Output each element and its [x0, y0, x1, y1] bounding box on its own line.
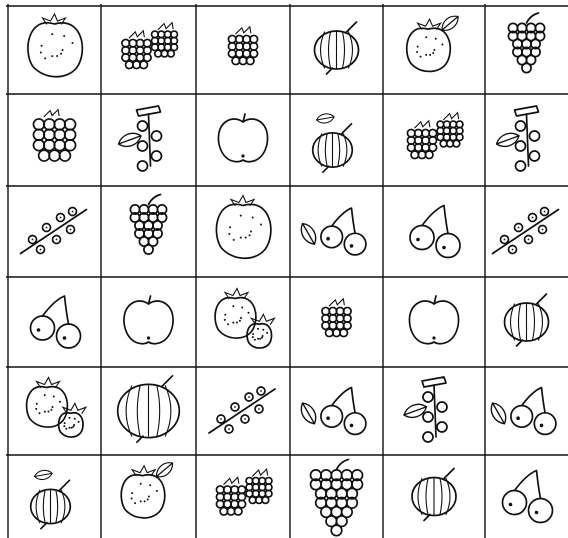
- apple-icon: [124, 296, 173, 344]
- currant-sprig-icon: [209, 387, 275, 433]
- apple-icon: [409, 296, 458, 344]
- strawberry-icon: [216, 196, 270, 259]
- strawberry-pair-icon: [215, 289, 274, 349]
- cherry-with-leaf-icon: [297, 208, 366, 255]
- strawberry-with-leaves-icon: [407, 12, 462, 71]
- currant-branch-icon: [494, 106, 539, 171]
- strawberry-with-leaves-icon: [121, 459, 176, 518]
- cherry-pair-icon: [410, 206, 460, 258]
- grape-bunch-icon: [130, 195, 166, 255]
- raspberry-pair-icon: [122, 23, 178, 69]
- currant-branch-icon: [116, 106, 161, 171]
- currant-branch-icon: [402, 377, 447, 442]
- raspberry-icon: [322, 299, 351, 337]
- grid-lines: [6, 4, 568, 538]
- apple-icon: [218, 114, 267, 162]
- cherry-pair-icon: [503, 471, 553, 523]
- gooseberry-pair-icon: [313, 112, 353, 172]
- cherry-with-leaf-icon: [487, 388, 556, 435]
- grape-bunch-icon: [508, 13, 544, 73]
- cherry-with-leaf-icon: [297, 388, 366, 435]
- grape-bunch-large-icon: [311, 459, 363, 535]
- cherry-pair-icon: [31, 296, 81, 348]
- gooseberry-icon: [315, 22, 359, 74]
- strawberry-icon: [28, 14, 82, 77]
- raspberry-pair-icon: [216, 469, 272, 515]
- gooseberry-icon: [505, 294, 549, 346]
- raspberry-large-icon: [33, 110, 75, 161]
- currant-sprig-icon: [21, 208, 87, 254]
- currant-sprig-icon: [493, 208, 559, 254]
- gooseberry-icon: [412, 469, 456, 521]
- raspberry-icon: [228, 27, 257, 65]
- gooseberry-large-icon: [118, 376, 180, 442]
- strawberry-pair-icon: [27, 378, 86, 438]
- gooseberry-pair-icon: [31, 469, 71, 529]
- raspberry-pair-icon: [407, 113, 463, 159]
